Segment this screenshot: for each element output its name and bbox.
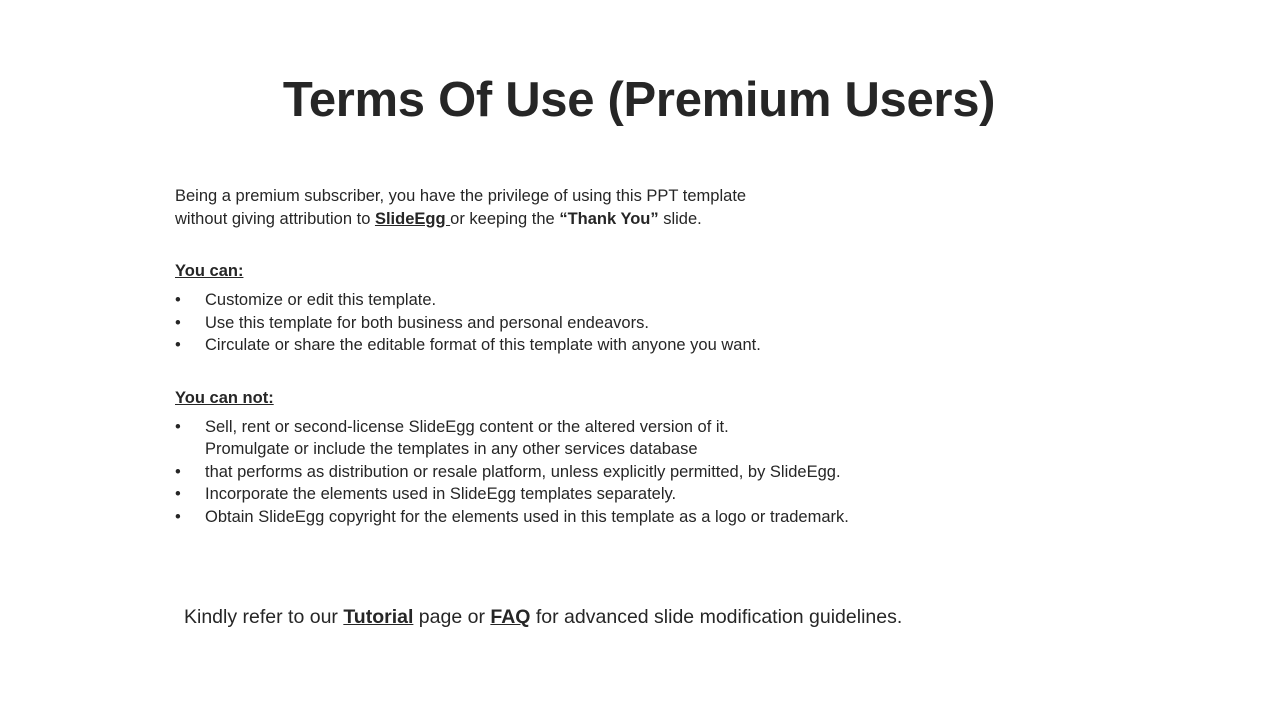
- list-item: [175, 506, 955, 529]
- page-title: Terms Of Use (Premium Users): [282, 73, 996, 127]
- terms-content: [175, 185, 955, 528]
- footer-suffix: for advanced slide modification guidelines.: [530, 606, 903, 628]
- you-can-heading: You can:: [175, 262, 244, 280]
- bullet-icon: •: [175, 313, 181, 332]
- list-item: [175, 289, 955, 312]
- bullet-icon: •: [175, 291, 181, 309]
- intro-paragraph: [175, 185, 955, 230]
- footer-note: [184, 603, 902, 631]
- intro-line2-middle: or keeping the: [450, 209, 560, 228]
- you-can-not-heading: You can not:: [175, 388, 274, 407]
- list-item: [175, 416, 955, 439]
- list-item-text: Incorporate the elements used in SlideEgg templates separately.: [205, 485, 677, 503]
- you-can-not-list: [175, 416, 955, 529]
- footer-middle: page or: [413, 606, 491, 628]
- list-item-text: Use this template for both business and personal endeavors.: [205, 313, 649, 332]
- list-item: [175, 483, 955, 506]
- list-item-text: that performs as distribution or resale platform, unless explicitly permitted, by SlideEgg.: [205, 462, 841, 481]
- bullet-icon: •: [175, 485, 181, 503]
- list-item-continuation: Promulgate or include the templates in any other services database: [205, 440, 698, 458]
- bullet-icon: •: [175, 417, 181, 436]
- list-item-text: Customize or edit this template.: [205, 291, 437, 309]
- list-item: [175, 461, 955, 484]
- footer-prefix: Kindly refer to our: [184, 606, 344, 628]
- tutorial-link[interactable]: Tutorial: [343, 606, 414, 628]
- slideegg-link[interactable]: SlideEgg: [374, 209, 451, 228]
- bullet-icon: •: [175, 507, 181, 526]
- you-can-list: [175, 289, 955, 357]
- intro-line2-suffix: slide.: [658, 209, 702, 228]
- intro-line2-prefix: without giving attribution to: [175, 209, 375, 228]
- list-item: [175, 312, 955, 335]
- list-item-text: Obtain SlideEgg copyright for the elements used in this template as a logo or trademark.: [205, 507, 849, 526]
- bullet-icon: •: [175, 462, 181, 481]
- faq-link[interactable]: FAQ: [490, 606, 531, 628]
- list-item-text: Circulate or share the editable format of this template with anyone you want.: [205, 336, 761, 354]
- thank-you-text: “Thank You”: [559, 209, 659, 228]
- list-item-text: Sell, rent or second-license SlideEgg content or the altered version of it.: [205, 417, 729, 436]
- bullet-icon: •: [175, 336, 181, 354]
- list-item: [175, 334, 955, 357]
- intro-line1: Being a premium subscriber, you have the privilege of using this PPT template: [175, 187, 747, 205]
